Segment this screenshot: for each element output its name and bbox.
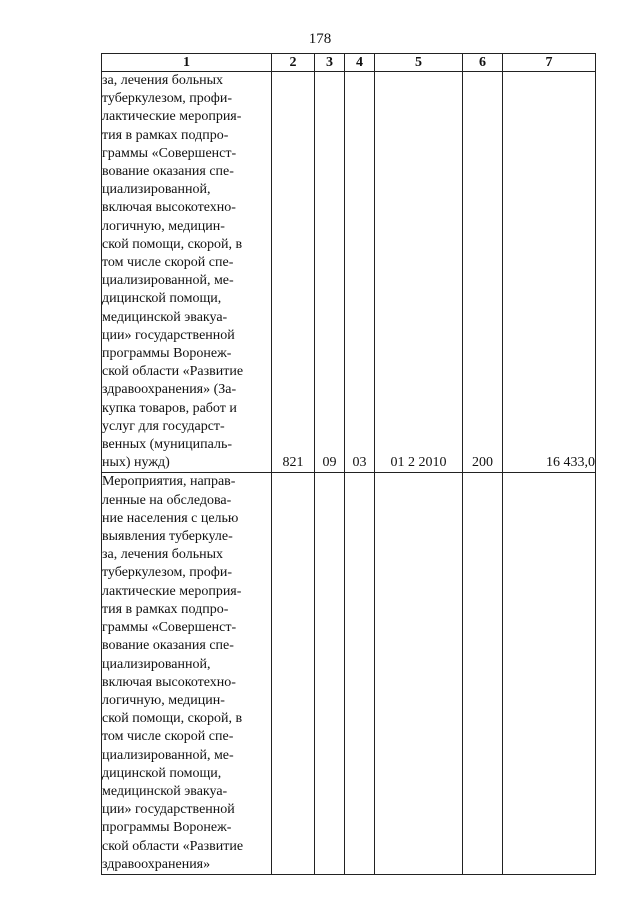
column-header-5: 5	[375, 54, 463, 72]
cell-expense-type	[463, 473, 503, 874]
budget-table	[101, 53, 596, 875]
description-line: медицинской эвакуа-	[102, 309, 228, 325]
description-line: циализированной,	[102, 182, 211, 198]
description-line: Мероприятия, направ-	[102, 474, 236, 490]
table-header-row	[102, 54, 596, 72]
column-header-4: 4	[345, 54, 375, 72]
cell-target-article	[375, 473, 463, 874]
description-line: туберкулезом, профи-	[102, 91, 233, 107]
cell-subsection: 03	[345, 72, 375, 473]
description-line: здравоохранения»	[102, 856, 211, 872]
description-line: вование оказания спе-	[102, 638, 234, 654]
cell-subsection	[345, 473, 375, 874]
description-line: выявления туберкуле-	[102, 529, 233, 545]
description-line: купка товаров, работ и	[102, 400, 237, 416]
description-line: за, лечения больных	[102, 547, 223, 563]
description-line: программы Воронеж-	[102, 346, 232, 362]
cell-expense-type: 200	[463, 72, 503, 473]
description-line: циализированной,	[102, 656, 211, 672]
description-line: программы Воронеж-	[102, 820, 232, 836]
description-line: дицинской помощи,	[102, 765, 222, 781]
description-line: здравоохранения» (За-	[102, 382, 237, 398]
description-line: ской помощи, скорой, в	[102, 236, 243, 252]
column-header-1: 1	[102, 54, 272, 72]
description-line: циализированной, ме-	[102, 747, 234, 763]
description-line: тия в рамках подпро-	[102, 127, 229, 143]
description-line: ние населения с целью	[102, 510, 239, 526]
description-line: логичную, медицин-	[102, 218, 225, 234]
column-header-6: 6	[463, 54, 503, 72]
column-header-7: 7	[503, 54, 596, 72]
cell-section	[315, 473, 345, 874]
cell-admin-code	[272, 473, 315, 874]
cell-amount	[503, 473, 596, 874]
description-line: за, лечения больных	[102, 73, 223, 88]
cell-admin-code: 821	[272, 72, 315, 473]
cell-amount: 16 433,0	[503, 72, 596, 473]
description-line: тия в рамках подпро-	[102, 601, 229, 617]
description-line: ных) нужд)	[102, 455, 170, 471]
description-line: включая высокотехно-	[102, 674, 236, 690]
description-line: ции» государственной	[102, 327, 235, 343]
description-line: услуг для государст-	[102, 418, 225, 434]
description-line: том числе скорой спе-	[102, 255, 234, 271]
row-description	[102, 72, 272, 473]
table-row	[102, 473, 596, 874]
column-header-2: 2	[272, 54, 315, 72]
description-line: венных (муниципаль-	[102, 437, 232, 453]
row-description	[102, 473, 272, 874]
description-line: ской области «Развитие	[102, 838, 244, 854]
description-line: включая высокотехно-	[102, 200, 236, 216]
description-line: циализированной, ме-	[102, 273, 234, 289]
description-line: медицинской эвакуа-	[102, 783, 228, 799]
description-line: дицинской помощи,	[102, 291, 222, 307]
description-line: лактические мероприя-	[102, 583, 242, 599]
description-line: граммы «Совершенст-	[102, 145, 237, 161]
description-line: логичную, медицин-	[102, 692, 225, 708]
description-line: вование оказания спе-	[102, 164, 234, 180]
description-line: туберкулезом, профи-	[102, 565, 233, 581]
description-line: том числе скорой спе-	[102, 729, 234, 745]
description-line: ленные на обследова-	[102, 492, 232, 508]
column-header-3: 3	[315, 54, 345, 72]
cell-target-article: 01 2 2010	[375, 72, 463, 473]
description-line: лактические мероприя-	[102, 109, 242, 125]
description-line: граммы «Совершенст-	[102, 620, 237, 636]
table-row	[102, 72, 596, 473]
cell-section: 09	[315, 72, 345, 473]
description-line: ской помощи, скорой, в	[102, 711, 243, 727]
description-line: ской области «Развитие	[102, 364, 244, 380]
page-number: 178	[308, 31, 332, 47]
description-line: ции» государственной	[102, 802, 235, 818]
